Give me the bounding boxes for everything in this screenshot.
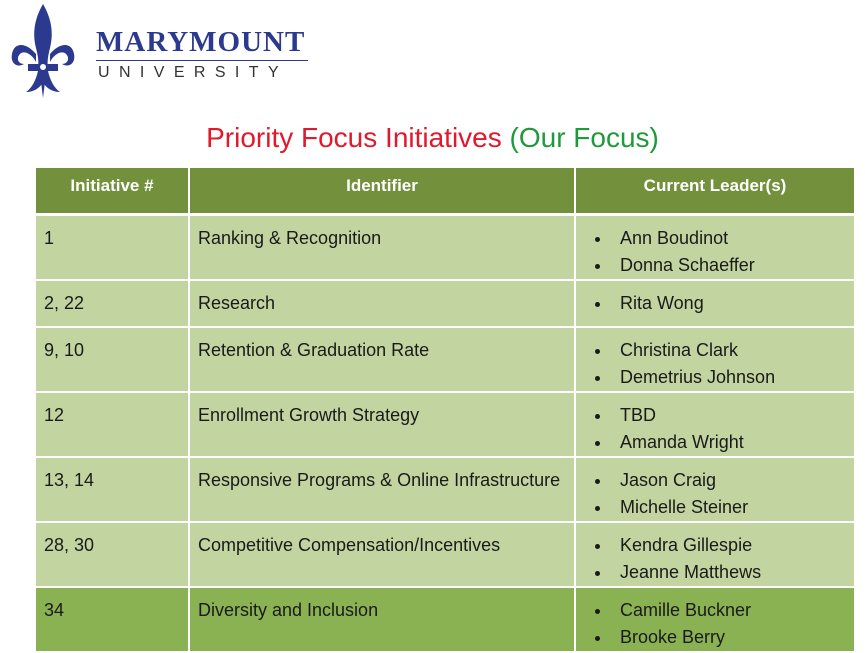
leader-name: • Christina Clark <box>612 337 846 364</box>
leader-name: • Rita Wong <box>612 290 846 317</box>
header-initiative: Initiative # <box>36 168 189 215</box>
header-identifier: Identifier <box>189 168 575 215</box>
initiative-number: 34 <box>36 587 189 652</box>
leader-name: • Michelle Steiner <box>612 494 846 521</box>
leaders-cell <box>575 457 854 522</box>
leader-name: • Jason Craig <box>612 467 846 494</box>
leader-name: • Amanda Wright <box>612 429 846 456</box>
leader-name: • Donna Schaeffer <box>612 252 846 279</box>
table-row <box>36 392 854 457</box>
header-leaders: Current Leader(s) <box>575 168 854 215</box>
initiative-identifier: Ranking & Recognition <box>189 215 575 281</box>
initiative-identifier: Retention & Graduation Rate <box>189 327 575 392</box>
leader-name: • TBD <box>612 402 846 429</box>
initiative-identifier: Diversity and Inclusion <box>189 587 575 652</box>
table-row <box>36 215 854 281</box>
initiative-number: 1 <box>36 215 189 281</box>
table-row <box>36 587 854 652</box>
university-logo <box>8 2 308 100</box>
logo-divider <box>96 60 308 61</box>
table-row <box>36 522 854 587</box>
leader-name: • Ann Boudinot <box>612 225 846 252</box>
leaders-cell <box>575 587 854 652</box>
initiatives-table <box>36 168 854 653</box>
leader-name: • Jeanne Matthews <box>612 559 846 586</box>
table-body <box>36 215 854 653</box>
table-row <box>36 280 854 327</box>
slide-title <box>0 122 865 154</box>
table-row <box>36 457 854 522</box>
title-parenthetical: (Our Focus) <box>509 122 659 153</box>
leader-name: • Kendra Gillespie <box>612 532 846 559</box>
leader-name: • Demetrius Johnson <box>612 364 846 391</box>
leaders-list <box>584 467 846 521</box>
initiative-identifier: Responsive Programs & Online Infrastructure <box>189 457 575 522</box>
initiative-number: 2, 22 <box>36 280 189 327</box>
initiative-identifier: Enrollment Growth Strategy <box>189 392 575 457</box>
leaders-cell <box>575 280 854 327</box>
leaders-cell <box>575 215 854 281</box>
fleur-de-lis-icon <box>8 2 78 100</box>
table-row <box>36 327 854 392</box>
initiative-number: 13, 14 <box>36 457 189 522</box>
leaders-cell <box>575 392 854 457</box>
leaders-list <box>584 290 846 317</box>
initiative-identifier: Competitive Compensation/Incentives <box>189 522 575 587</box>
table-header-row <box>36 168 854 215</box>
initiative-number: 12 <box>36 392 189 457</box>
leaders-list <box>584 225 846 279</box>
initiative-number: 9, 10 <box>36 327 189 392</box>
logo-wordmark: MARYMOUNT <box>96 26 306 58</box>
leader-name: • Brooke Berry <box>612 624 846 651</box>
logo-subtitle: UNIVERSITY <box>98 64 289 81</box>
initiative-number: 28, 30 <box>36 522 189 587</box>
leaders-cell <box>575 522 854 587</box>
leader-name: • Camille Buckner <box>612 597 846 624</box>
leaders-list <box>584 597 846 651</box>
leaders-list <box>584 532 846 586</box>
leaders-cell <box>575 327 854 392</box>
initiative-identifier: Research <box>189 280 575 327</box>
title-main: Priority Focus Initiatives <box>206 122 502 153</box>
leaders-list <box>584 337 846 391</box>
leaders-list <box>584 402 846 456</box>
